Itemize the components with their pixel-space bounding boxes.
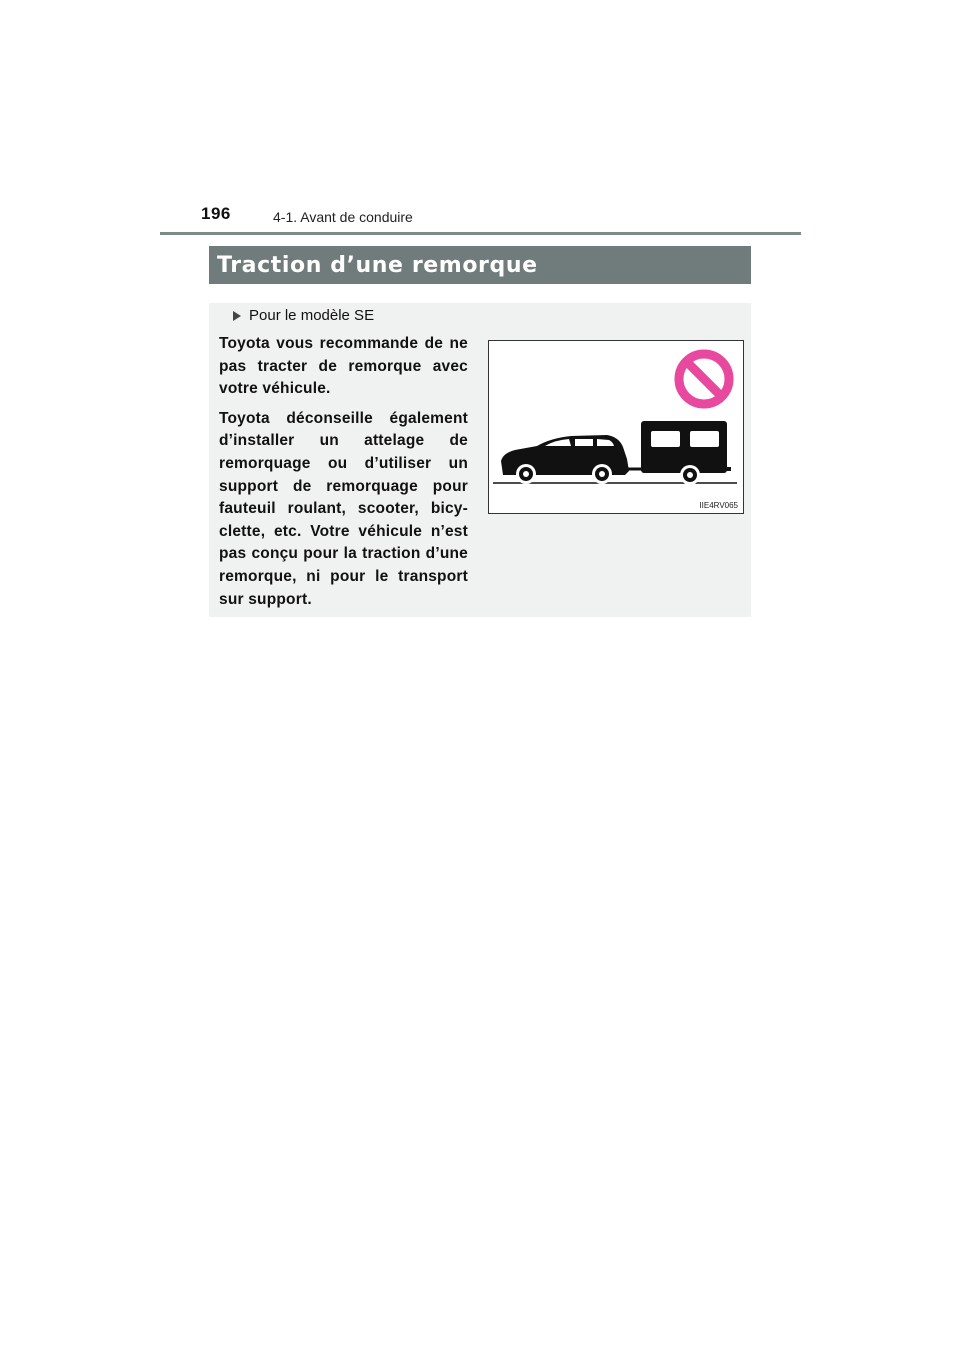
model-note-text: Pour le modèle SE [249,307,375,324]
content-box [209,303,751,617]
trailer-icon [641,421,731,485]
paragraph-1: Toyota vous recommande de ne pas tracter de remorque avec votre véhicule. [219,335,468,398]
body-text [219,333,468,618]
paragraph-2: Toyota déconseille également d’installer un attelage de remorquage ou d’utiliser un support de remorquage pour fauteuil roulant, scooter, bicy-clette, etc. Votre véhicule n’est pas conçu pour la traction d’une remorque, ni pour le transport sur support. [219,409,468,608]
title-bar [209,246,751,284]
section-label: 4-1. Avant de conduire [273,209,413,225]
car-icon [501,435,629,484]
towing-figure [488,340,744,514]
figure-code: IIE4RV065 [699,501,738,510]
car-trailer-illustration [489,341,743,513]
model-note [233,307,374,324]
triangle-bullet-icon [233,311,241,321]
prohibition-icon [679,354,729,404]
page-title: Traction d’une remorque [217,252,538,278]
page-number: 196 [201,204,231,223]
header-rule [160,232,801,235]
